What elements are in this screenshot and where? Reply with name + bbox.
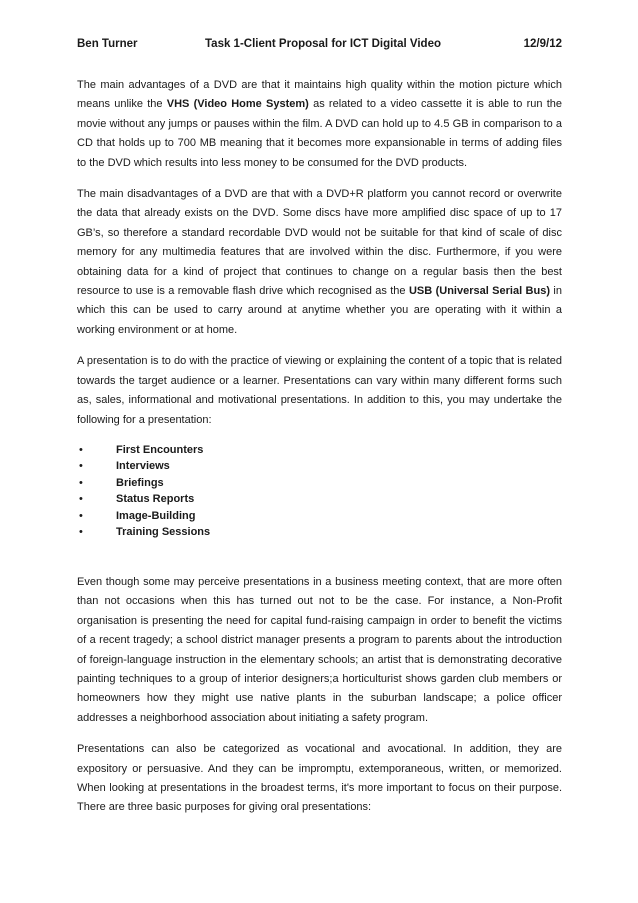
list-item-label: Briefings	[116, 476, 164, 489]
list-item-label: First Encounters	[116, 443, 204, 456]
bullet-icon: •	[79, 526, 83, 539]
paragraph-dvd-advantages	[77, 76, 562, 173]
bullet-icon: •	[79, 476, 83, 489]
page-header	[77, 38, 562, 58]
list-item	[77, 475, 562, 492]
bullet-icon: •	[79, 443, 83, 456]
paragraph-presentation-intro: A presentation is to do with the practice of viewing or explaining the content of a topic that is related towards the target audience or a learner. Presentations can vary within many different forms such as, sales, informational and motivational presentations. In addition to this, you may undertake the following for a presentation:	[77, 355, 562, 426]
bold-term-usb: USB (Universal Serial Bus)	[408, 285, 551, 298]
bullet-icon: •	[79, 460, 83, 473]
paragraph-text: in which this can be used to carry around at anytime whether you are operating with it within a working environment or at home.	[77, 285, 562, 336]
list-item	[77, 491, 562, 508]
paragraph-text: The main advantages of a DVD are that it maintains high quality within the motion picture which means unlike the	[77, 79, 562, 111]
paragraph-text: as related to a video cassette it is able to run the movie without any jumps or pauses within the film. A DVD can hold up to 4.5 GB in comparison to a CD that holds up to 700 MB meaning that it becomes more expansionable in terms of adding files to the DVD which results into less money to be consumed for the DVD products.	[77, 98, 563, 169]
list-item	[77, 458, 562, 475]
header-title: Task 1-Client Proposal for ICT Digital Video	[205, 38, 442, 50]
list-item	[77, 442, 562, 459]
header-author: Ben Turner	[77, 38, 138, 50]
list-item	[77, 508, 562, 525]
list-item-label: Interviews	[116, 460, 170, 473]
bullet-icon: •	[79, 493, 83, 506]
bold-term-vhs: VHS (Video Home System)	[166, 98, 309, 111]
paragraph-dvd-disadvantages	[77, 185, 562, 340]
presentation-types-list	[77, 442, 562, 541]
paragraph-presentation-categories: Presentations can also be categorized as vocational and avocational. In addition, they are expository or persuasive. And they can be impromptu, extemporaneous, written, or memorized. When looking at presentations in the broadest terms, it's more important to focus on their purpose. There are three basic purposes for giving oral presentations:	[77, 743, 562, 814]
header-date: 12/9/12	[523, 38, 562, 50]
paragraph-text: The main disadvantages of a DVD are that with a DVD+R platform you cannot record or overwrite the data that already exists on the DVD. Some discs have more amplified disc space of up to 17 GB’s, so therefore a standard recordable DVD would not be suitable for that kind of scale of disc memory for any multimedia features that are involved within the disc. Furthermore, if you were obtaining data for a kind of project that continues to change on a regular basis then the best resource to use is a removable flash drive which recognised as the	[77, 188, 562, 298]
list-item	[77, 524, 562, 541]
list-item-label: Training Sessions	[116, 526, 211, 539]
bullet-icon: •	[79, 509, 83, 522]
list-item-label: Image-Building	[116, 509, 196, 522]
paragraph-presentation-contexts: Even though some may perceive presentations in a business meeting context, that are more often than not occasions when this has turned out not to be the case. For instance, a Non-Profit organisation is presenting the need for capital fund-raising campaign in order to benefit the victims of a recent tragedy; a school district manager presents a program to parents about the introduction of foreign-language instruction in the elementary schools; an artist that is demonstrating decorative painting techniques to a group of interior designers;a horticulturist shows garden club members or homeowners how they might use native plants in the suburban landscape; a police officer addresses a neighborhood association about initiating a safety program.	[77, 575, 562, 724]
list-item-label: Status Reports	[116, 493, 195, 506]
